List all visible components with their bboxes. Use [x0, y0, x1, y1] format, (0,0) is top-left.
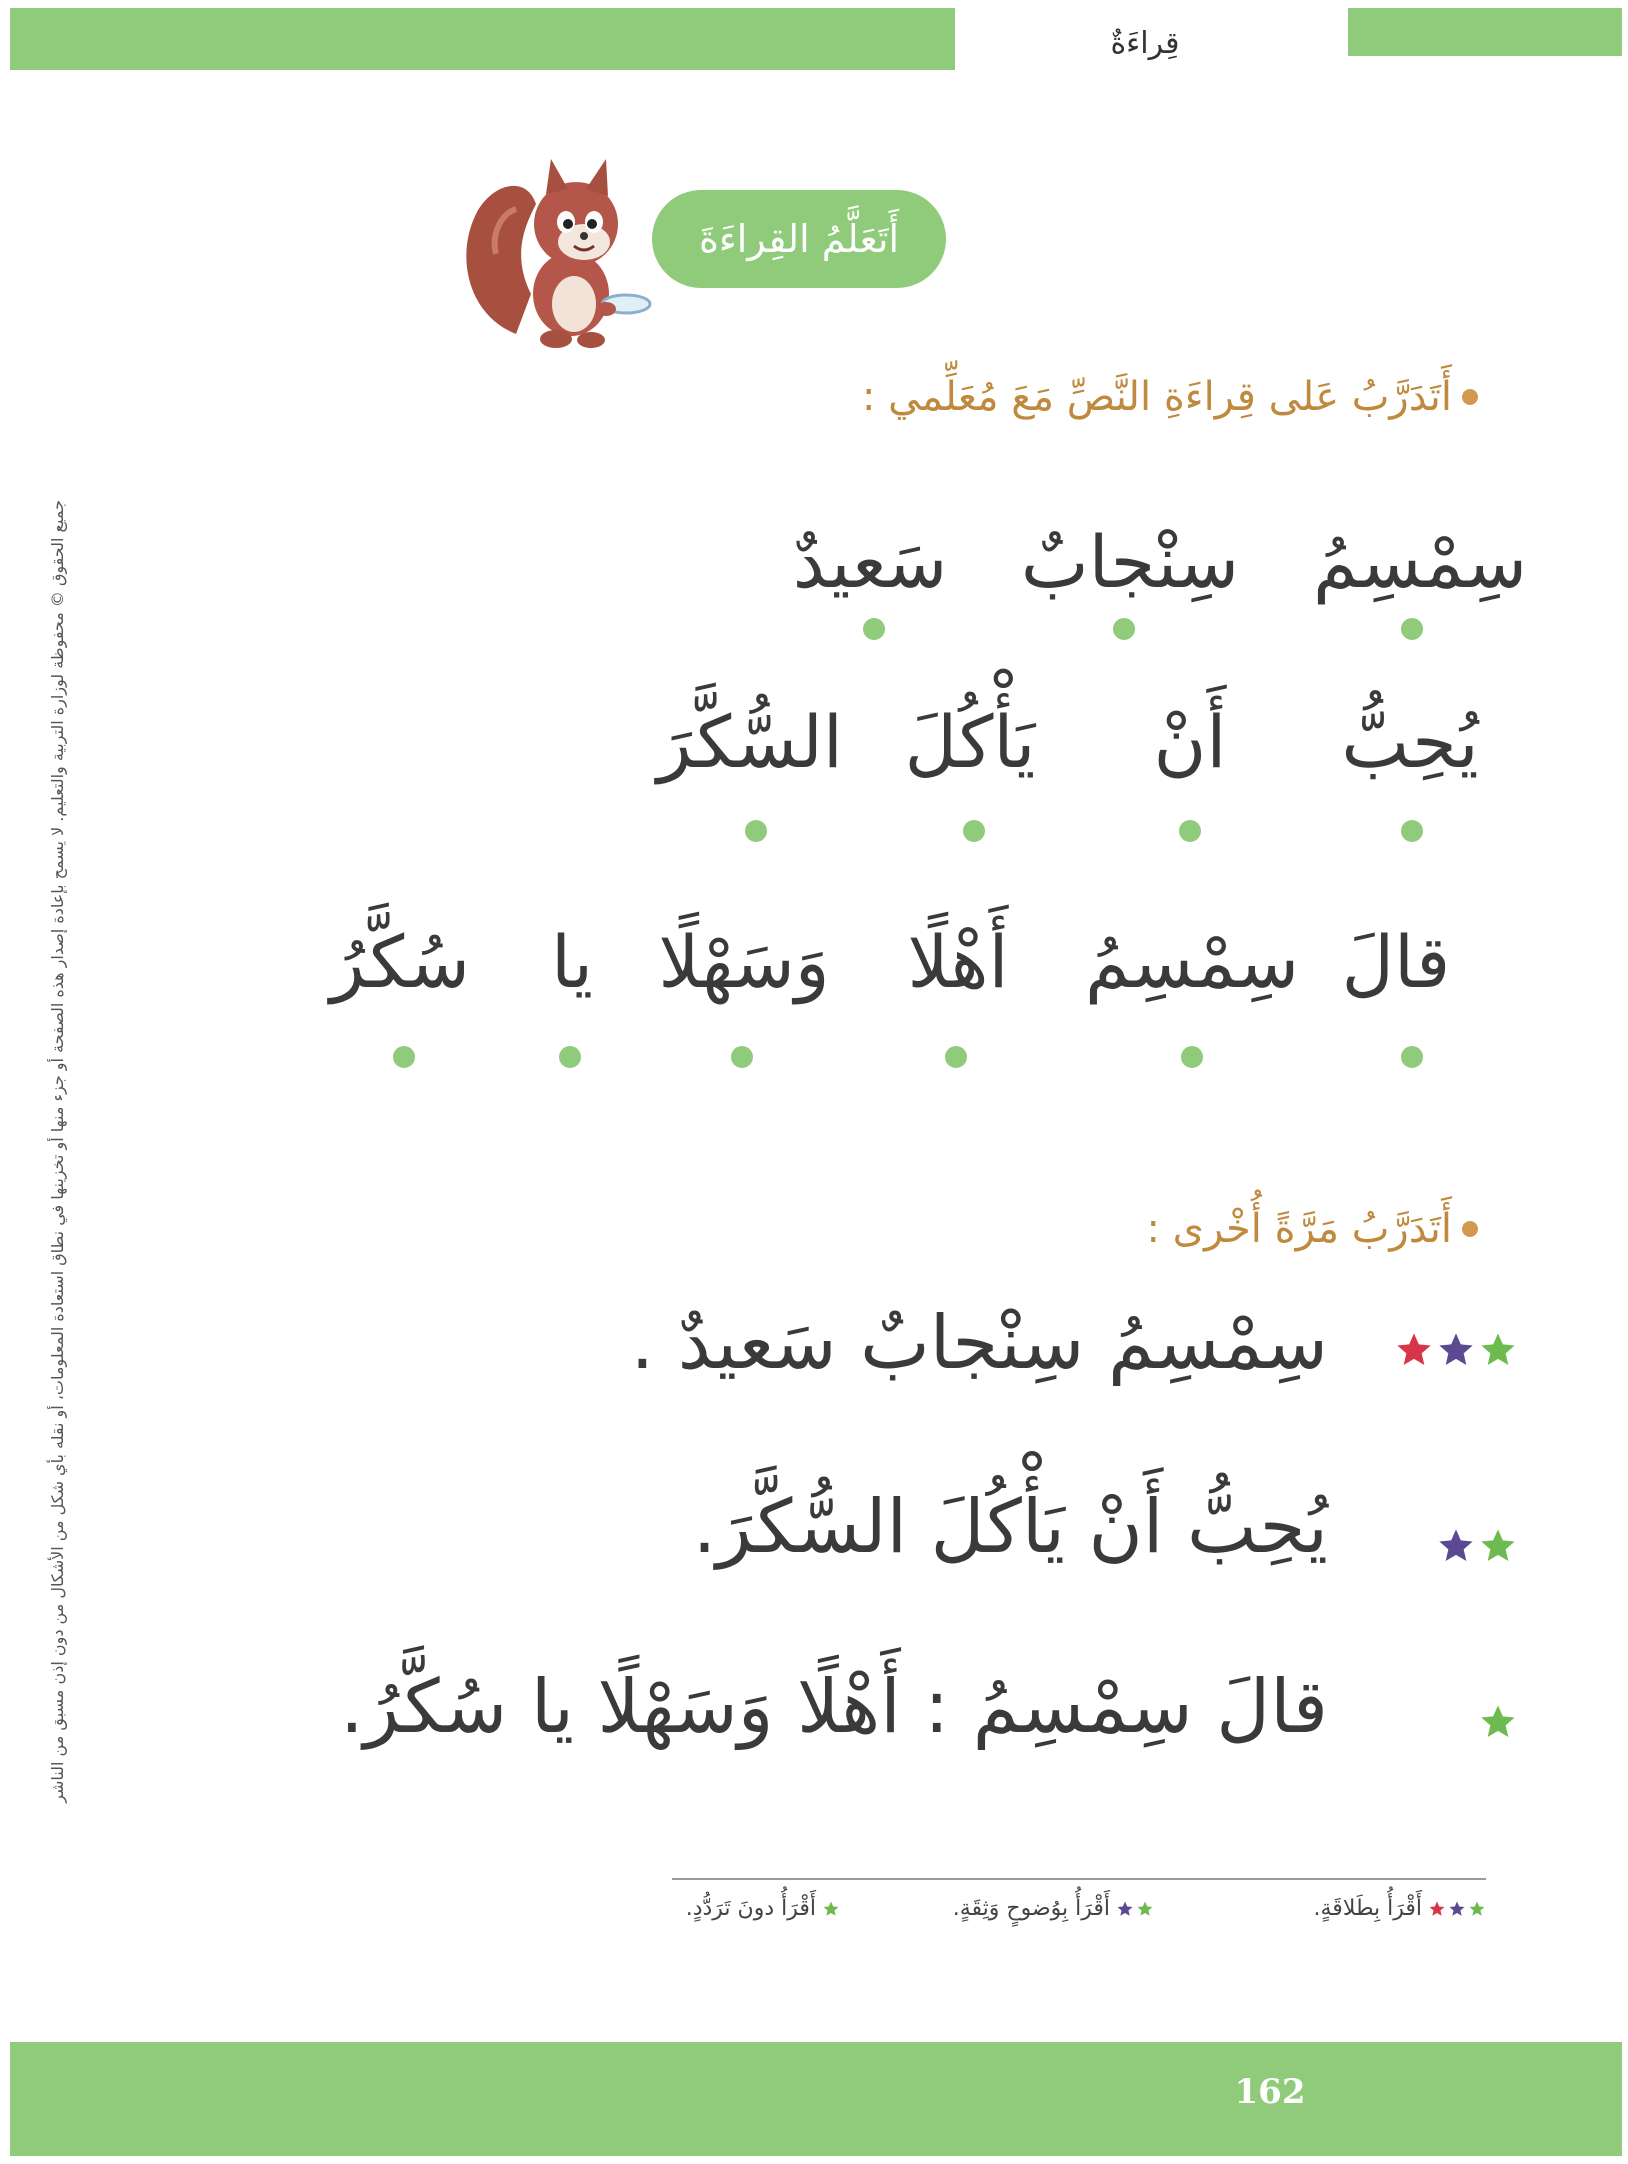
star-icon: [1436, 1330, 1476, 1370]
side-copyright-text: جميع الحقوق © محفوظة لوزارة التربية والتعليم. لا يسمح بإعادة إصدار هذه الصفحة أو جزء منها أو تخزينها في نطاق استعادة المعلومات، أو نقله بأي شكل من الأشكال من دون إذن مسبق من الناشر: [48, 500, 67, 1803]
legend-stars: [1116, 1900, 1154, 1918]
star-icon: [1468, 1900, 1486, 1918]
word: قالَ: [1341, 920, 1451, 1004]
word-dot: [1113, 618, 1135, 640]
star-icon: [1436, 1526, 1476, 1566]
bullet-dot-icon: [1462, 1221, 1478, 1237]
legend-text: أَقْرَأُ بِطَلاقَةٍ.: [1313, 1896, 1422, 1921]
word-dot: [963, 820, 985, 842]
word: السُّكَّرَ: [657, 700, 843, 784]
star-icon: [1428, 1900, 1446, 1918]
bullet-dot-icon: [1462, 389, 1478, 405]
star-icon: [1448, 1900, 1466, 1918]
legend-item: [953, 1896, 1154, 1921]
practice-sentence: سِمْسِمُ سِنْجابٌ سَعيدٌ .: [630, 1300, 1328, 1386]
word-dot: [731, 1046, 753, 1068]
star-icon: [1136, 1900, 1154, 1918]
top-green-bar-left: [10, 8, 955, 70]
instruction-text: أَتَدَرَّبُ عَلى قِراءَةِ النَّصِّ مَعَ مُعَلِّمي :: [861, 374, 1452, 420]
legend-item: [1314, 1896, 1486, 1921]
star-rating: [1394, 1330, 1518, 1370]
star-icon: [1478, 1330, 1518, 1370]
legend-text: أَقْرَأُ بِوُضوحٍ وَثِقَةٍ.: [952, 1896, 1110, 1921]
instruction-text: أَتَدَرَّبُ مَرَّةً أُخْرى :: [1146, 1206, 1452, 1252]
word-dot: [745, 820, 767, 842]
word: يُحِبُّ: [1341, 700, 1479, 784]
word-dot: [945, 1046, 967, 1068]
word: يا: [551, 920, 593, 1004]
word-dot: [559, 1046, 581, 1068]
section-label: قِراءَةٌ: [1110, 26, 1180, 61]
word: وَسَهْلًا: [658, 920, 830, 1004]
word: سِمْسِمُ: [1084, 920, 1300, 1004]
word-dot: [1401, 618, 1423, 640]
word: سُكَّرُ: [330, 920, 470, 1004]
legend-stars: [822, 1900, 840, 1918]
star-rating: [1436, 1526, 1518, 1566]
word: سِنْجابٌ: [1020, 520, 1240, 604]
lesson-title-pill: [652, 190, 946, 288]
word-dot: [1179, 820, 1201, 842]
word-dot: [1401, 1046, 1423, 1068]
star-icon: [1116, 1900, 1134, 1918]
word-dot: [393, 1046, 415, 1068]
word: سِمْسِمُ: [1312, 520, 1528, 604]
practice-sentence: يُحِبُّ أَنْ يَأْكُلَ السُّكَّرَ.: [692, 1484, 1328, 1570]
lesson-title: أَتَعَلَّمُ القِراءَةَ: [698, 217, 900, 261]
star-icon: [822, 1900, 840, 1918]
legend-divider: [672, 1878, 1486, 1880]
instruction-practice-with-teacher: [862, 374, 1478, 420]
word-dot: [1181, 1046, 1203, 1068]
legend-text: أَقْرَأُ دونَ تَرَدُّدٍ.: [685, 1896, 816, 1921]
star-icon: [1478, 1526, 1518, 1566]
star-icon: [1394, 1330, 1434, 1370]
bottom-green-bar: [10, 2042, 1622, 2156]
top-green-bar-right: [1348, 8, 1622, 56]
word: سَعيدٌ: [792, 520, 948, 604]
legend-item: [686, 1896, 840, 1921]
star-icon: [1478, 1702, 1518, 1742]
legend-stars: [1428, 1900, 1486, 1918]
word-dot: [1401, 820, 1423, 842]
word: يَأْكُلَ: [904, 700, 1036, 784]
instruction-practice-again: [1146, 1206, 1478, 1252]
practice-sentence: قالَ سِمْسِمُ : أَهْلًا وَسَهْلًا يا سُكَّرُ.: [340, 1664, 1328, 1750]
page-number: 162: [1234, 2072, 1306, 2112]
word: أَنْ: [1153, 700, 1227, 784]
word: أَهْلًا: [907, 920, 1009, 1004]
squirrel-mascot-icon: [456, 144, 656, 354]
word-dot: [863, 618, 885, 640]
star-rating: [1478, 1702, 1518, 1742]
